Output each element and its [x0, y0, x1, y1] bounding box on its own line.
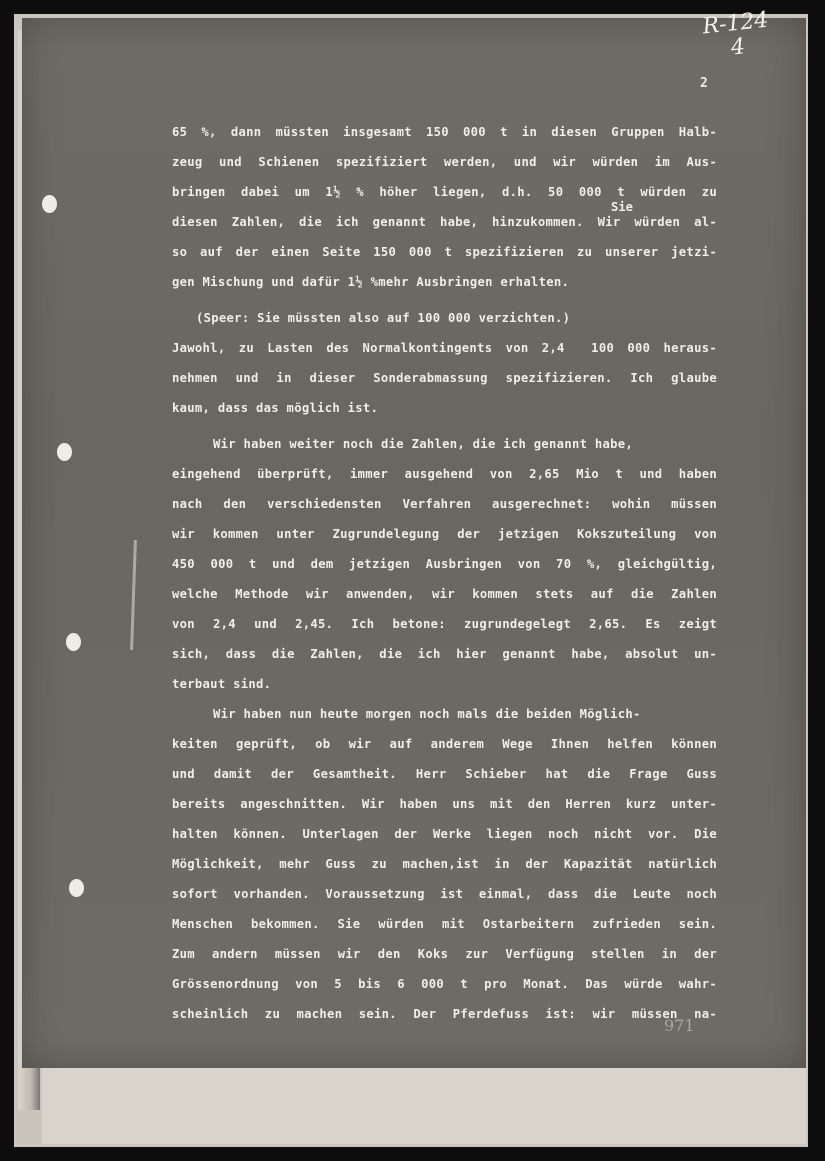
- page-bottom-margin: [42, 1068, 806, 1144]
- text-line: welche Methode wir anwenden, wir kommen stets auf die Zahlen: [172, 587, 717, 601]
- text-line: scheinlich zu machen sein. Der Pferdefuss ist: wir müssen na-: [172, 1007, 717, 1021]
- punch-hole: [42, 195, 57, 213]
- text-line: zeug und Schienen spezifiziert werden, und wir würden im Aus-: [172, 155, 717, 169]
- archive-stamp-number: 971: [664, 1016, 695, 1035]
- text-line: Grössenordnung von 5 bis 6 000 t pro Monat. Das würde wahr-: [172, 977, 717, 991]
- text-line: kaum, dass das möglich ist.: [172, 401, 379, 415]
- text-line: (Speer: Sie müssten also auf 100 000 verzichten.): [196, 311, 571, 325]
- text-line: Jawohl, zu Lasten des Normalkontingents von 2,4 100 000 heraus-: [172, 341, 717, 355]
- text-line: eingehend überprüft, immer ausgehend von 2,65 Mio t und haben: [172, 467, 717, 481]
- text-line: sich, dass die Zahlen, die ich hier genannt habe, absolut un-: [172, 647, 717, 661]
- text-line: gen Mischung und dafür 1½ %mehr Ausbringen erhalten.: [172, 275, 570, 289]
- punch-hole: [69, 879, 84, 897]
- text-line: diesen Zahlen, die ich genannt habe, hinzukommen. Wir würden al-: [172, 215, 717, 229]
- document-sheet: [22, 18, 806, 1068]
- text-line: sofort vorhanden. Voraussetzung ist einmal, dass die Leute noch: [172, 887, 717, 901]
- text-line: so auf der einen Seite 150 000 t spezifizieren zu unserer jetzi-: [172, 245, 717, 259]
- text-line: bringen dabei um 1½ % höher liegen, d.h. 50 000 t würden zu: [172, 185, 717, 199]
- text-line: keiten geprüft, ob wir auf anderem Wege Ihnen helfen können: [172, 737, 717, 751]
- handwritten-note-text: R-124 4: [701, 7, 770, 61]
- text-line: Wir haben weiter noch die Zahlen, die ich genannt habe,: [213, 437, 634, 451]
- interlinear-insertion: Sie: [611, 200, 634, 214]
- text-line: Zum andern müssen wir den Koks zur Verfügung stellen in der: [172, 947, 717, 961]
- handwritten-archive-note: [692, 8, 783, 69]
- punch-hole: [57, 443, 72, 461]
- text-line: Möglichkeit, mehr Guss zu machen,ist in der Kapazität natürlich: [172, 857, 717, 871]
- punch-hole: [66, 633, 81, 651]
- text-line: wir kommen unter Zugrundelegung der jetzigen Kokszuteilung von: [172, 527, 717, 541]
- page-number: 2: [700, 76, 708, 91]
- text-line: von 2,4 und 2,45. Ich betone: zugrundegelegt 2,65. Es zeigt: [172, 617, 717, 631]
- text-line: bereits angeschnitten. Wir haben uns mit den Herren kurz unter-: [172, 797, 717, 811]
- text-line: nehmen und in dieser Sonderabmassung spezifizieren. Ich glaube: [172, 371, 717, 385]
- text-line: terbaut sind.: [172, 677, 272, 691]
- text-line: 65 %, dann müssten insgesamt 150 000 t in diesen Gruppen Halb-: [172, 125, 717, 139]
- text-line: halten können. Unterlagen der Werke liegen noch nicht vor. Die: [172, 827, 717, 841]
- text-line: und damit der Gesamtheit. Herr Schieber hat die Frage Guss: [172, 767, 717, 781]
- text-line: Menschen bekommen. Sie würden mit Ostarbeitern zufrieden sein.: [172, 917, 717, 931]
- text-line: Wir haben nun heute morgen noch mals die beiden Möglich-: [213, 707, 641, 721]
- text-line: nach den verschiedensten Verfahren ausgerechnet: wohin müssen: [172, 497, 717, 511]
- text-line: 450 000 t und dem jetzigen Ausbringen von 70 %, gleichgültig,: [172, 557, 717, 571]
